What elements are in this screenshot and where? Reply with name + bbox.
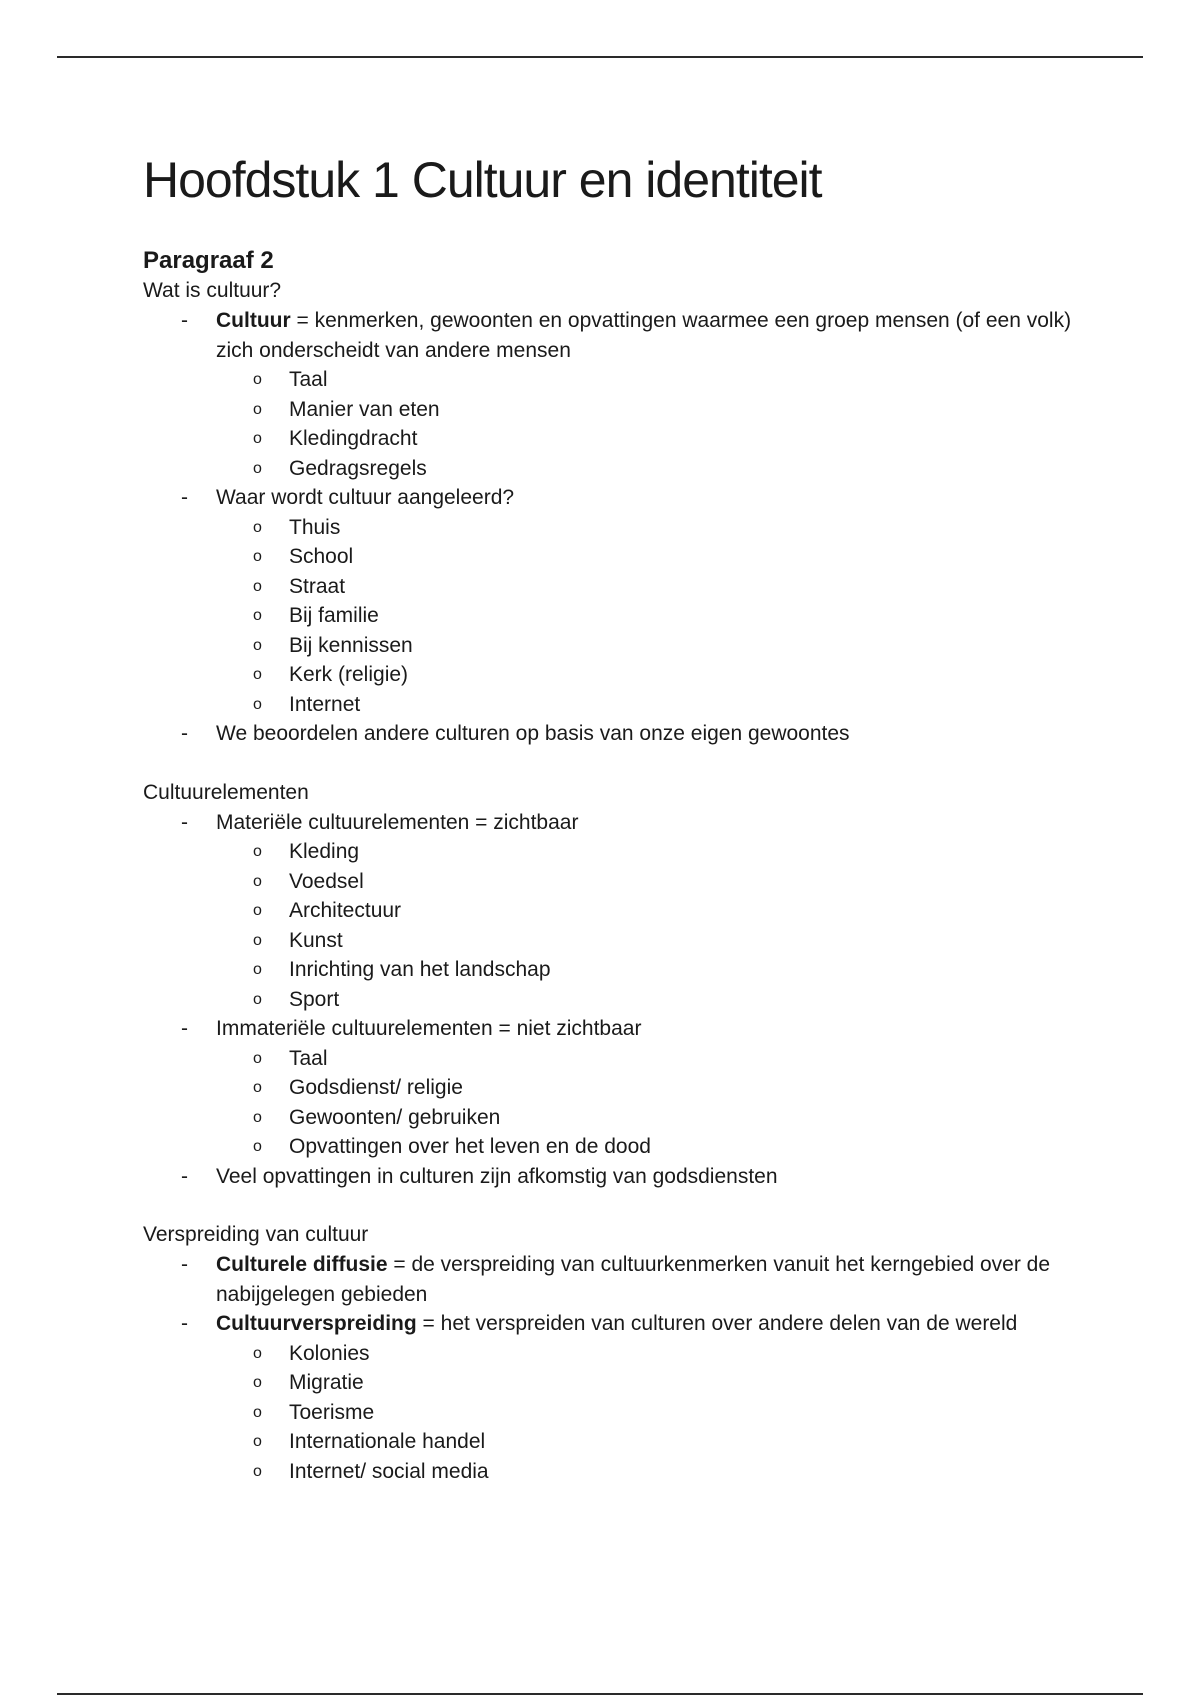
circle-bullet: o [253, 607, 262, 624]
circle-bullet: o [253, 430, 262, 447]
list-item [143, 1250, 1083, 1309]
list-item [143, 306, 1083, 483]
section-cultuurelementen [143, 778, 1083, 1192]
sub-list-item: o Gedragsregels [143, 454, 1083, 484]
list-item [143, 808, 1083, 1015]
page-title: Hoofdstuk 1 Cultuur en identiteit [143, 152, 822, 208]
circle-bullet: o [253, 518, 262, 536]
paragraph-heading: Paragraaf 2 [143, 247, 274, 274]
item-text: We beoordelen andere culturen op basis van onze eigen gewoontes [216, 722, 850, 745]
section-title: Cultuurelementen [143, 780, 309, 804]
list-item [143, 1162, 1083, 1192]
sub-list-item: o Sport [143, 985, 1083, 1015]
sub-list-item: o Kolonies [143, 1339, 1083, 1369]
sub-list [216, 1044, 1083, 1162]
sub-list-item: o Gewoonten/ gebruiken [143, 1103, 1083, 1133]
circle-bullet: o [253, 1344, 262, 1362]
dash-bullet: - [181, 722, 188, 745]
top-rule [57, 56, 1143, 58]
sub-list-item: o Internet/ social media [143, 1457, 1083, 1487]
sub-list [216, 513, 1083, 720]
sub-list-item: o Godsdienst/ religie [143, 1073, 1083, 1103]
dash-bullet: - [181, 1164, 188, 1188]
document-body [143, 150, 1083, 1486]
definition: = de verspreiding van cultuurkenmerken vanuit het kerngebied over de nabijgelegen gebieden [216, 1253, 1051, 1306]
sub-list [216, 837, 1083, 1014]
circle-bullet: o [253, 902, 262, 919]
circle-bullet: o [253, 1433, 262, 1450]
sub-list-item: o Migratie [143, 1368, 1083, 1398]
bullet-list [143, 1250, 1083, 1486]
sub-list-item: o Internationale handel [143, 1427, 1083, 1457]
sub-list-item: o Taal [143, 1044, 1083, 1074]
circle-bullet: o [253, 990, 262, 1008]
circle-bullet: o [253, 872, 262, 890]
list-item [143, 483, 1083, 719]
circle-bullet: o [253, 931, 262, 949]
sub-list-item: o Kledingdracht [143, 424, 1083, 454]
circle-bullet: o [253, 548, 262, 565]
sub-list-item: o Kerk (religie) [143, 660, 1083, 690]
sub-list-item: o Kleding [143, 837, 1083, 867]
circle-bullet: o [253, 695, 262, 713]
sub-list-item: o Straat [143, 572, 1083, 602]
list-item [143, 719, 1083, 749]
bullet-list [143, 808, 1083, 1192]
section-title: Wat is cultuur? [143, 279, 282, 302]
section-verspreiding [143, 1220, 1083, 1486]
dash-bullet: - [181, 1253, 188, 1276]
sub-list-item: o Manier van eten [143, 395, 1083, 425]
circle-bullet: o [253, 400, 262, 418]
section-wat-is-cultuur [143, 276, 1083, 749]
section-title: Verspreiding van cultuur [143, 1223, 369, 1246]
sub-list-item: o School [143, 542, 1083, 572]
circle-bullet: o [253, 1049, 262, 1067]
sub-list-item: o Inrichting van het landschap [143, 955, 1083, 985]
circle-bullet: o [253, 843, 262, 860]
sub-list-item: o Kunst [143, 926, 1083, 956]
bullet-list [143, 306, 1083, 749]
sub-list-item: o Opvattingen over het leven en de dood [143, 1132, 1083, 1162]
sub-list-item: o Voedsel [143, 867, 1083, 897]
sub-list-item: o Architectuur [143, 896, 1083, 926]
circle-bullet: o [253, 1462, 262, 1480]
definition: = het verspreiden van culturen over andere delen van de wereld [416, 1312, 1018, 1335]
dash-bullet: - [181, 1312, 188, 1335]
circle-bullet: o [253, 666, 262, 683]
term: Cultuur [216, 309, 291, 332]
circle-bullet: o [253, 1374, 262, 1391]
dash-bullet: - [181, 1017, 188, 1040]
list-item [143, 1309, 1083, 1486]
definition: = kenmerken, gewoonten en opvattingen waarmee een groep mensen (of een volk) zich onderscheidt van andere mensen [216, 309, 1072, 362]
circle-bullet: o [253, 636, 262, 654]
sub-list [216, 1339, 1083, 1487]
dash-bullet: - [181, 810, 188, 834]
circle-bullet: o [253, 1108, 262, 1126]
dash-bullet: - [181, 486, 188, 509]
sub-list-item: o Bij familie [143, 601, 1083, 631]
item-text: Immateriële cultuurelementen = niet zichtbaar [216, 1017, 642, 1040]
dash-bullet: - [181, 309, 188, 332]
sub-list-item: o Toerisme [143, 1398, 1083, 1428]
circle-bullet: o [253, 577, 262, 595]
sub-list [216, 365, 1083, 483]
item-text: Materiële cultuurelementen = zichtbaar [216, 810, 579, 834]
term: Cultuurverspreiding [216, 1312, 417, 1335]
item-text: Waar wordt cultuur aangeleerd? [216, 486, 515, 509]
bottom-rule [57, 1693, 1143, 1695]
circle-bullet: o [253, 1403, 262, 1421]
circle-bullet: o [253, 371, 262, 388]
term: Culturele diffusie [216, 1253, 388, 1276]
circle-bullet: o [253, 1138, 262, 1155]
sub-list-item: o Bij kennissen [143, 631, 1083, 661]
circle-bullet: o [253, 1079, 262, 1096]
list-item [143, 1014, 1083, 1162]
item-text: Veel opvattingen in culturen zijn afkomstig van godsdiensten [216, 1164, 778, 1188]
sub-list-item: o Internet [143, 690, 1083, 720]
circle-bullet: o [253, 459, 262, 477]
sub-list-item: o Thuis [143, 513, 1083, 543]
sub-list-item: o Taal [143, 365, 1083, 395]
circle-bullet: o [253, 961, 262, 978]
